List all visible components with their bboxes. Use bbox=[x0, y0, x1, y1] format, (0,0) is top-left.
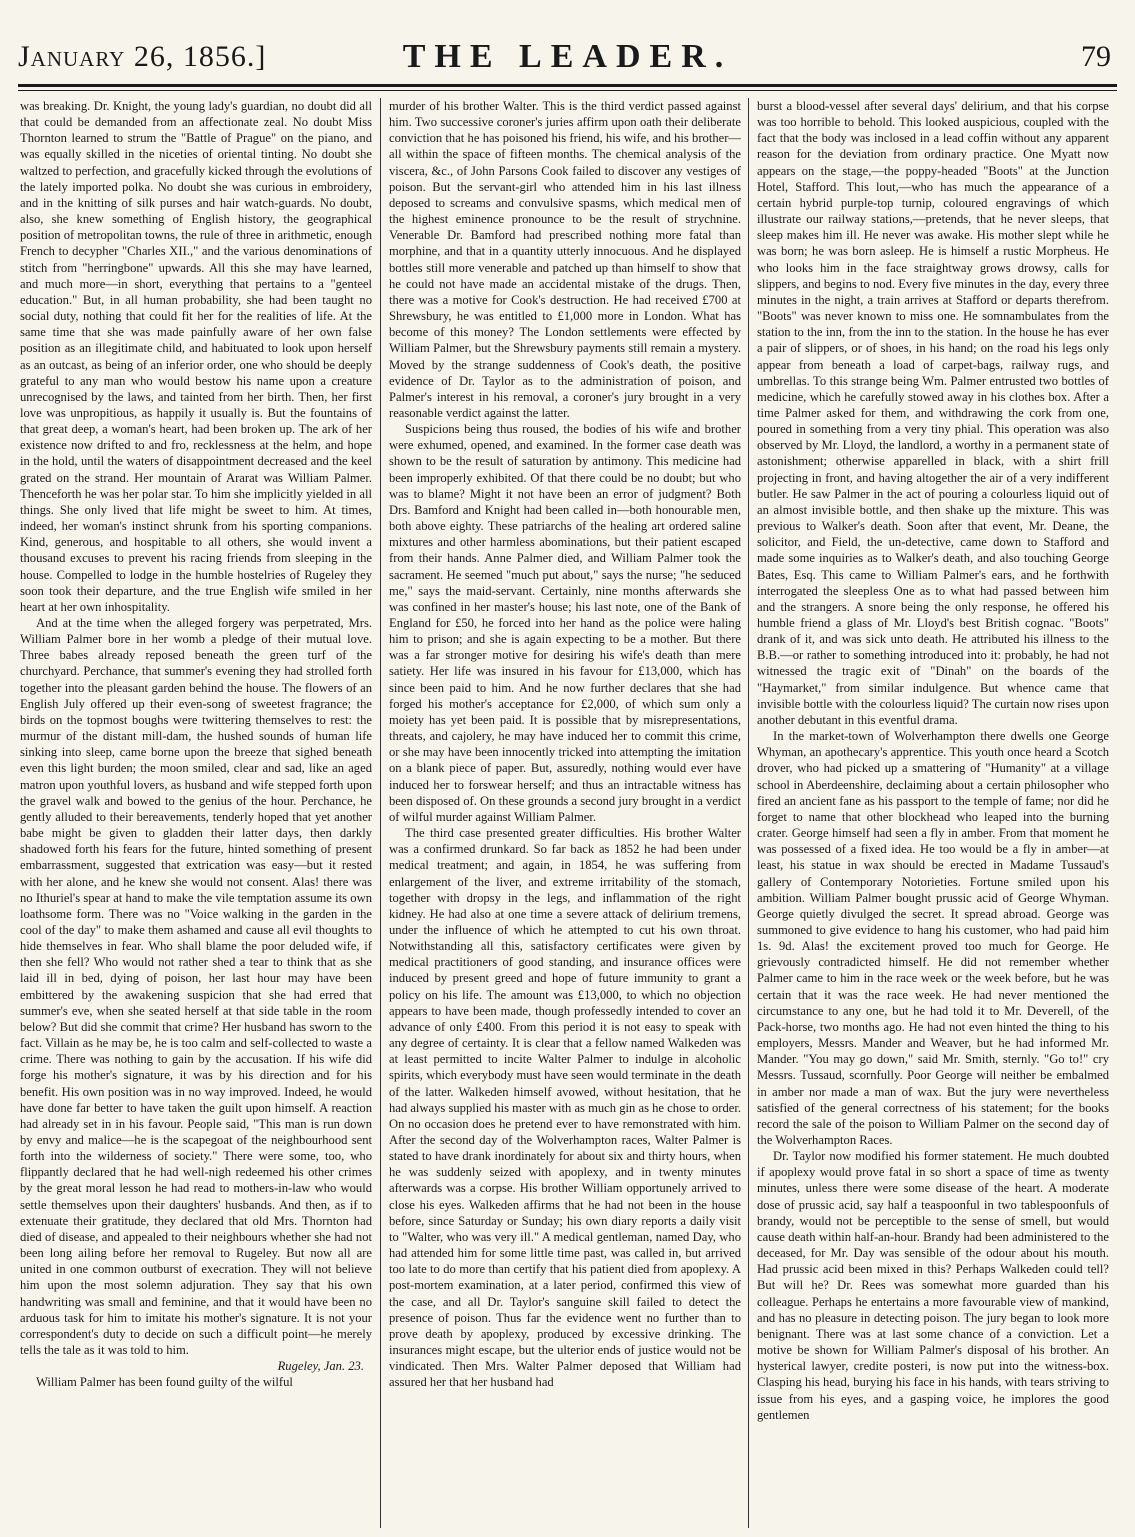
column-1 bbox=[20, 98, 372, 1528]
column-divider bbox=[748, 98, 749, 1528]
paragraph: Dr. Taylor now modified his former statement. He much doubted if apoplexy would prove fatal in so short a space of time as twenty minutes, unless there were some disease of the heart. A moderate dose of prussic acid, say half a teaspoonful in two tablespoonfuls of brandy, would not be perceptible to the sense of smell, but would cause death within half-an-hour. Brandy had been administered to the deceased, for Mr. Day was sensible of the odour about his mouth. Had prussic acid been mixed in this? Perhaps Walkeden could tell? But will he? Dr. Rees was somewhat more guarded than his colleague. Perhaps he entertains a more favourable view of mankind, and has no pleasure in detecting poison. The jury began to look more benignant. There was at last some chance of a conviction. Let a motive be shown for William Palmer's disposal of his brother. An hysterical lawyer, credite posteri, is now put into the witness-box. Clasping his head, burying his face in his hands, with tears striving to issue from his eyes, and a gasping voice, he implores the good gentlemen bbox=[757, 1149, 1109, 1422]
dateline: Rugeley, Jan. 23. bbox=[277, 1359, 364, 1374]
paragraph: William Palmer has been found guilty of the wilful bbox=[36, 1375, 293, 1390]
paragraph: Suspicions being thus roused, the bodies of his wife and brother were exhumed, opened, and examined. In the former case death was shown to be the result of saturation by antimony. This medicine had been improperly exhibited. Of that there could be no doubt; but who was to blame? Might it not have been an error of judgment? Both Drs. Bamford and Knight had been called in—both honourable men, both above eighty. These patriarchs of the healing art ordered saline mixtures and other harmless abominations, but their patient escaped from their hands. Anne Palmer died, and William Palmer took the sacrament. He seemed "much put about," says the nurse; "he seduced me," says the maid-servant. Certainly, nine months afterwards she was confined in her master's house; his last note, one of the Bank of England for £50, he forced into her hand as the police were haling him to prison; and she is again expecting to be a mother. But there was a far stronger motive for desiring his wife's death than mere satiety. Her life was insured in his favour for £13,000, which has since been paid to him. And he now further declares that she had forged his mother's acceptance for £2,000, of which sum only a moiety has yet been paid. It is possible that by misrepresentations, threats, and cajolery, he may have induced her to commit this crime, or she may have been innocently tricked into attempting the imitation on a blank piece of paper. But, assuredly, nothing would ever have induced her to forswear herself; and thus an intractable witness has been disposed of. On these grounds a second jury brought in a verdict of wilful murder against William Palmer. bbox=[389, 422, 741, 824]
column-divider bbox=[380, 98, 381, 1528]
paragraph: And at the time when the alleged forgery was perpetrated, Mrs. William Palmer bore in her womb a pledge of their mutual love. Three babes already reposed beneath the green turf of the churchyard. Perchance, that summer's evening they had strolled forth together into the pleasant garden behind the house. The flowers of an English July offered up their even-song of sweetest fragrance; the birds on the topmost boughs were twittering themselves to rest: the murmur of the distant mill-dam, the hushed sounds of human life sinking into sleep, came borne upon the breeze that sighed beneath even this light burden; the moon smiled, clear and sad, like an aged matron upon youthful lovers, as husband and wife stepped forth upon the gravel walk and bowed to the genius of the hour. Perchance, he gently alluded to their bereavements, tenderly hoped that yet another babe might be given to gladden their latter days, then darkly shadowed forth his fears for the future, hinted something of present embarrassment, suggested that extrication was easy—but it rested with her alone, and he knew she would not consent. Alas! there was no Ithuriel's spear at hand to make the vile temptation assume its own loathsome form. There was no "Voice walking in the garden in the cool of the day" to make them ashamed and cause all evil thoughts to hide themselves in fear. Who shall blame the poor deluded wife, if then she fell? Who would not rather shed a tear to think that as she laid ill in bed, dying of poison, her last hour may have been embittered by the awakening suspicion that she had erred that summer's eve, when she seated herself at that side table in the room below? But did she commit that crime? Her husband has sworn to the fact. Villain as he may be, he is too calm and self-collected to waste a crime. There was nothing to gain by the accusation. If his wife did forge his mother's signature, it was by his direction and for his benefit. His own position was in no way improved. Indeed, he would have done far better to have taken the guilt upon himself. A reaction had already set in in his favour. People said, "This man is run down by envy and malice—he is the scapegoat of the neighbourhood sent forth into the wilderness of society." There were some, too, who flippantly declared that he had well-nigh redeemed his other crimes by the great moral lesson he had read to mothers-in-law who would settle themselves upon their daughters' husbands. And then, as if to extenuate their gratitude, they declared that old Mrs. Thornton had died of disease, and appealed to their neighbours whether she had not been long ailing before her removal to Rugeley. But now all are united in one common outburst of execration. They will not believe him upon the most solemn adjuration. They say that his own handwriting was small and feminine, and that it would have been no arduous task for him to imitate his mother's signature. It is not your correspondent's duty to decide on such a difficult point—he merely tells the tale as it was told to him. bbox=[20, 616, 372, 1358]
paragraph: The third case presented greater difficulties. His brother Walter was a confirmed drunkard. So far back as 1852 he had been under medical treatment; and again, in 1854, he was suffering from enlargement of the liver, and extreme irritability of the stomach, together with dropsy in the legs, and inflammation of the right kidney. He had also at one time a severe attack of delirium tremens, under the influence of which he attempted to cut his own throat. Notwithstanding all this, satisfactory certificates were given by medical practitioners of good standing, and insurance offices were induced by present greed and hope of future immunity to grant a policy on his life. The amount was £13,000, to which no objection appears to have been made, though professedly intended to cover an advance of only £400. From this period it is not easy to speak with any degree of certainty. It is clear that a fellow named Walkeden was at least permitted to incite Walter Palmer to indulge in alcoholic spirits, which everybody must have seen would terminate in the death of the latter. Walkeden himself avowed, without hesitation, that he had always supplied his master with as much gin as he chose to order. On no occasion does he pretend ever to have remonstrated with him. After the second day of the Wolverhampton races, Walter Palmer is stated to have drank inordinately for about six and thirty hours, when he was suddenly seized with apoplexy, and in twenty minutes afterwards was a corpse. His brother William opportunely arrived to close his eyes. Walkeden affirms that he had not been in the house before, since Saturday or Sunday; his own diary reports a daily visit to "Walter, who was very ill." A medical gentleman, named Day, who had attended him for some little time past, was called in, but arrived too late to do more than certify that his patient died from apoplexy. A post-mortem examination, at a later period, confirmed this view of the case, and all Dr. Taylor's sanguine skill failed to detect the presence of poison. Thus far the evidence went no further than to prove death by apoplexy, produced by excessive drinking. The insurances might escape, but the ulterior ends of justice would not be vindicated. Then Mrs. Walter Palmer deposed that William had assured her that her husband had bbox=[389, 826, 741, 1390]
paragraph: was breaking. Dr. Knight, the young lady's guardian, no doubt did all that could be demanded from an affectionate zeal. No doubt Miss Thornton learned to strum the "Battle of Prague" on the piano, and was equally skilled in the niceties of oriental tinting. No doubt she waltzed to perfection, and gracefully kicked through the evolutions of the lately imported polka. No doubt she was curious in embroidery, and in the knitting of silk purses and hair watch-guards. No doubt, also, she knew something of English history, the geographical position of metropolitan towns, the rule of three in arithmetic, enough French to decypher "Charles XII.," and the various denominations of stitch from "herringbone" upwards. All this she may have learned, and much more—in short, everything that pertains to a "genteel education." But, in all human probability, she had been taught no social duty, nothing that could fit her for the realities of life. At the same time that she was made painfully aware of her own false position as an illegitimate child, and habituated to look upon herself as an outcast, as being of an inferior order, one who should be deeply grateful to any man who would bestow his name upon a creature unrecognised by the laws, and tainted from her birth. Then, her first love was unpropitious, as happily it usually is. But the fountains of that great deep, a woman's heart, had been broken up. The ark of her existence now drifted to and fro, recklessness at the helm, and hope in the hold, until the waters of disappointment decreased and the keel grated on the strand. Her mountain of Ararat was William Palmer. Thenceforth he was her polar star. To him she implicitly yielded in all things. She only lived that life might be sweet to him. At times, indeed, her woman's instinct shrunk from his sporting companions. Kind, generous, and hospitable to all others, she would invent a thousand excuses to prevent his racing friends from sleeping in the house. Compelled to lodge in the humble hostelries of Rugeley they soon took their departure, and the true English wife smiled in her heart at her own inhospitality. bbox=[20, 99, 372, 614]
paragraph: In the market-town of Wolverhampton there dwells one George Whyman, an apothecary's apprentice. This youth once heard a Scotch drover, who had picked up a smattering of "Humanity" at a village school in Aberdeenshire, declaiming about a certain philosopher who fired an ancient fane as his passport to the temple of fame; nor did he forget to name that other blockhead who leaped into the burning crater. George himself had seen a fly in amber. From that moment he was possessed of a fixed idea. He too would be a fly in amber—at least, his statue in wax should be erected in Madame Tussaud's gallery of Contemporary Notorieties. Fortune smiled upon his ambition. William Palmer bought prussic acid of George Whyman. George quietly divulged the secret. It spread abroad. George was summoned to give evidence to hang his customer, who had paid him 1s. 9d. Alas! the excitement proved too much for George. He grievously contradicted himself. He did not remember whether Palmer came to him in the race week or the week before, but he was certain that it was the race week. He had never mentioned the circumstance to any one, but he had told it to Mr. Deverell, of the Pack-horse, two months ago. He had not even hinted the thing to his employers, Messrs. Mander and Weaver, but he had informed Mr. Mander. "You may go down," said Mr. Smith, sternly. "Go to!" cry Messrs. Tussaud, scornfully. Poor George will neither be embalmed in amber nor made a man of wax. But the jury were nevertheless satisfied of the general correctness of his statement; for the books record the sale of the poison to William Palmer on the second day of the Wolverhampton Races. bbox=[757, 729, 1109, 1147]
issue-date: January 26, 1856.] bbox=[18, 40, 267, 73]
paragraph: murder of his brother Walter. This is the third verdict passed against him. Two successive coroner's juries affirm upon oath their deliberate conviction that he has poisoned his friend, his wife, and his brother—all within the space of fifteen months. The chemical analysis of the viscera, &c., of John Parsons Cook failed to discover any vestiges of poison. But the servant-girl who attended him in his last illness deposed to screams and convulsive spasms, which medical men of the highest eminence pronounce to be the result of strychnine. Venerable Dr. Bamford had prescribed nothing more fatal than morphine, and that in a quantity utterly innocuous. And he displayed bottles still more venerable and patched up than himself to show that he could not have made an accidental mistake of the drugs. Then, there was a motive for Cook's destruction. He had received £700 at Shrewsbury, he was entitled to £1,000 more in London. What has become of this money? The London settlements were effected by William Palmer, but the Shrewsbury payments still remain a mystery. Moved by the strange suddenness of Cook's death, the positive evidence of Dr. Taylor as to the administration of poison, and Palmer's interest in his removal, a coroner's jury brought in a very reasonable verdict against the latter. bbox=[389, 99, 741, 420]
masthead bbox=[18, 36, 1117, 80]
header-rule bbox=[18, 84, 1117, 87]
column-2 bbox=[389, 98, 741, 1528]
header-rule-thin bbox=[18, 90, 1117, 91]
publication-title: THE LEADER. bbox=[402, 38, 733, 75]
page-number: 79 bbox=[1081, 40, 1111, 73]
column-3 bbox=[757, 98, 1109, 1528]
paragraph: burst a blood-vessel after several days' delirium, and that his corpse was too horrible to behold. This looked auspicious, coupled with the fact that the body was inclosed in a lead coffin without any apparent reason for the deviation from ordinary practice. One Myatt now appears on the stage,—the poppy-headed "Boots" at the Junction Hotel, Stafford. This lout,—who has much the appearance of a certain hybrid purple-top turnip, coloured engravings of which illustrate our railway stations,—pretends, that he never sleeps, that sleep makes him ill. He never was awake. His mother slept while he was born; he was born asleep. He is himself a rustic Morpheus. He who looks him in the face straightway grows drowsy, calls for slippers, and begins to nod. Every five minutes in the day, every three minutes in the night, a train arrives at Stafford or departs therefrom. "Boots" was never known to miss one. He somnambulates from the station to the inn, from the inn to the station. In the house he has ever a pair of slippers, or of shoes, in his hand; on the road his legs only appear from beneath a load of carpet-bags, railway rugs, and umbrellas. To this strange being Wm. Palmer entrusted two bottles of medicine, which he carefully stowed away in his clothes box. After a time Palmer asked for them, and withdrawing the cork from one, poured in something from a very tiny phial. This operation was also observed by Mr. Lloyd, the landlord, a worthy in a permanent state of astonishment; otherwise apparelled in black, with a shirt frill projecting in front, and having altogether the air of a very indifferent butler. He saw Palmer in the act of pouring a colourless liquid out of an almost invisible bottle, and then shake up the mixture. This was previous to Walker's death. Soon after that event, Mr. Deane, the solicitor, and Field, the un-detective, came down to Stafford and made some inquiries as to Walker's death, and also touching George Bates, Esq. This came to William Palmer's ears, and he forthwith interrogated the sleepless One as to what had passed between him and the strangers. A snore being the only response, he offered his humble friend a glass of Mr. Lloyd's best British cognac. "Boots" drank of it, and was sick unto death. He attributed his illness to the B.B.—or rather to something introduced into it: probably, he had not witnessed the tragic exit of "Dinah" on the boards of the "Haymarket," from similar indulgence. But whence came that invisible bottle with the colourless liquid? The curtain now rises upon another debutant in this eventful drama. bbox=[757, 99, 1109, 727]
